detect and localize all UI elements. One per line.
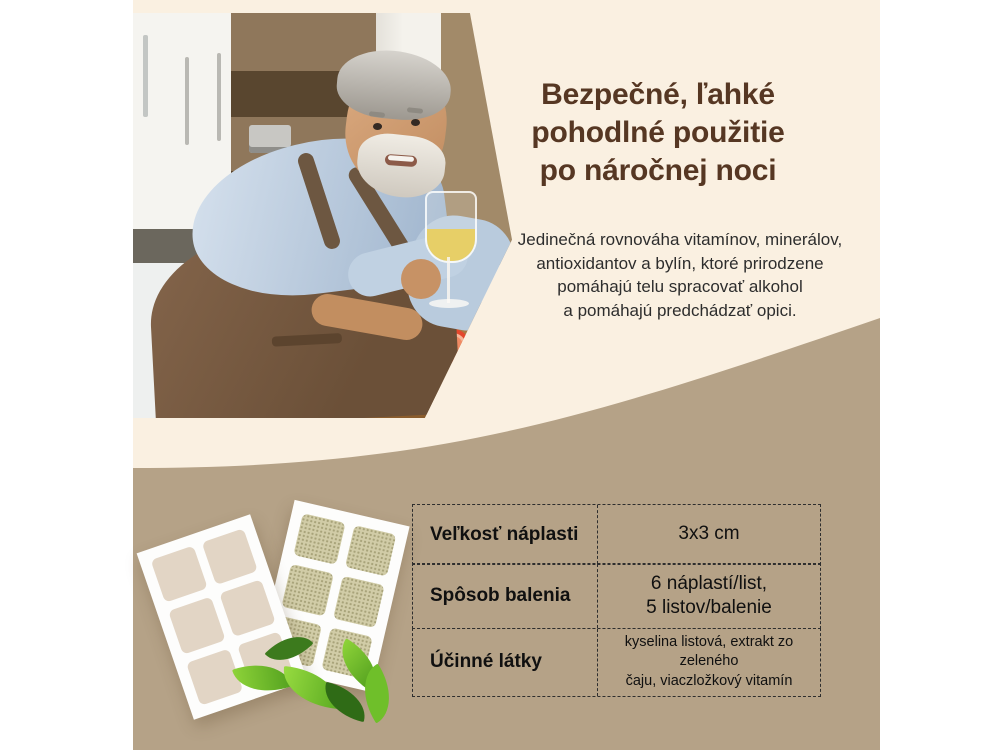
spec-label: Spôsob balenia [413, 564, 598, 628]
headline-line: pohodlné použitie [531, 116, 785, 149]
apron-pocket [272, 333, 342, 347]
eye [373, 123, 382, 130]
wine-glass-base [429, 299, 469, 308]
spec-value [598, 629, 820, 696]
white-wine [427, 229, 475, 261]
description-line: pomáhajú telu spracovať alkohol [557, 277, 803, 296]
patch [219, 580, 276, 637]
description-line: Jedinečná rovnováha vitamínov, minerálov, [517, 230, 843, 249]
table-row [412, 628, 821, 697]
description-text [485, 228, 875, 322]
spec-value [598, 564, 820, 628]
man-hand [401, 259, 441, 299]
patch [151, 546, 208, 603]
spec-value-line: čaju, viaczložkový vitamín [625, 672, 793, 689]
patch [293, 513, 345, 565]
patch [201, 528, 258, 585]
wine-glass-stem [447, 257, 450, 303]
patch [333, 576, 385, 628]
page-title [463, 76, 853, 190]
specs-table [412, 504, 821, 697]
cabinet-handle [217, 53, 221, 141]
spec-value-line: 6 náplastí/list, [650, 572, 768, 594]
spec-value [598, 505, 820, 564]
spec-label: Účinné látky [413, 629, 598, 696]
green-leaves [230, 633, 395, 733]
patch [168, 597, 225, 654]
description-line: a pomáhajú predchádzať opici. [563, 300, 797, 320]
eye [411, 119, 420, 126]
product-photo [148, 495, 418, 745]
leaf [232, 654, 292, 702]
fridge-handle [143, 35, 148, 117]
content-area [133, 0, 880, 750]
headline-line: po náročnej noci [539, 154, 777, 187]
headline-line: Bezpečné, ľahké [541, 78, 775, 111]
spec-value-line: 5 listov/balenie [646, 597, 772, 619]
patch [344, 525, 396, 577]
spec-value-line: 3x3 cm [678, 523, 740, 545]
cabinet-handle [185, 57, 189, 145]
table-row [412, 504, 821, 565]
wine-glass [425, 191, 477, 263]
patch [281, 564, 333, 616]
spec-value-line: kyselina listová, extrakt zo zeleného [624, 633, 794, 670]
description-line: antioxidantov a bylín, ktoré prirodzene [536, 253, 824, 273]
table-row [412, 563, 821, 629]
spec-label: Veľkosť náplasti [413, 505, 598, 564]
